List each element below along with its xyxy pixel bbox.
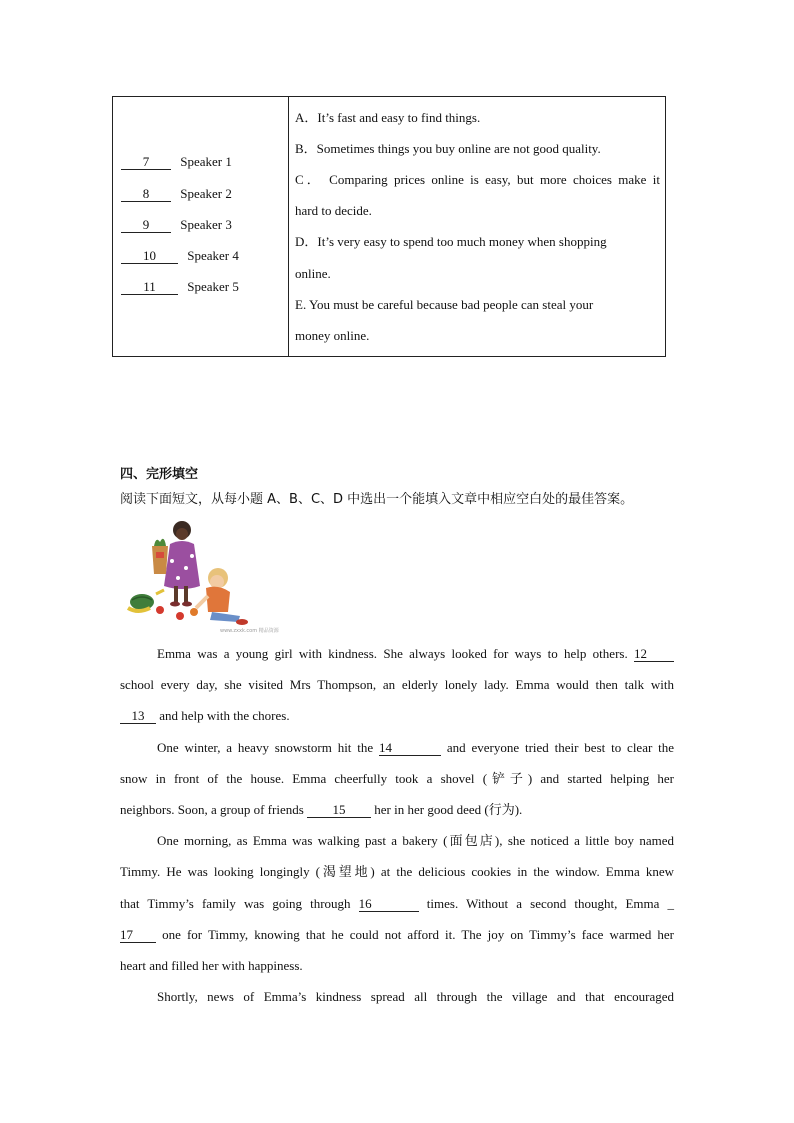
option-line: E. You must be careful because bad people can steal your (295, 297, 594, 312)
option-line: money online. (295, 328, 370, 343)
answer-blank[interactable]: 9 (121, 217, 171, 233)
speaker-row (121, 185, 232, 203)
options-column (289, 97, 665, 356)
passage-line: heart and filled her with happiness. (120, 958, 303, 973)
option-line: B．Sometimes things you buy online are not good quality. (295, 141, 601, 156)
answer-blank[interactable]: 7 (121, 154, 171, 170)
cloze-blank[interactable]: 13 (120, 708, 156, 724)
passage-line: One morning, as Emma was walking past a bakery (面包店), she noticed a little boy named (157, 833, 674, 848)
passage-line: Shortly, news of Emma’s kindness spread all through the village and that encouraged (157, 989, 674, 1004)
passage-line: 17 one for Timmy, knowing that he could not afford it. The joy on Timmy’s face warmed her (120, 927, 675, 942)
passage-line: Timmy. He was looking longingly (渴望地) at the delicious cookies in the window. Emma knew (120, 864, 674, 879)
option-line: C． Comparing prices online is easy, but more choices make it (295, 172, 660, 187)
story-illustration (120, 516, 279, 636)
answer-blank[interactable]: 11 (121, 279, 178, 295)
speaker-label: Speaker 1 (180, 154, 232, 169)
section-instructions: 阅读下面短文，从每小题 A、B、C、D 中选出一个能填入文章中相应空白处的最佳答案。 (120, 492, 634, 507)
speaker-row (121, 153, 232, 171)
speaker-row (121, 278, 239, 296)
passage-line: that Timmy’s family was going through 16 times. Without a second thought, Emma _ (120, 896, 675, 911)
cloze-blank[interactable]: 14 (379, 740, 441, 756)
speaker-label: Speaker 5 (187, 279, 239, 294)
passage-line: 13 and help with the chores. (120, 706, 674, 726)
speaker-row (121, 247, 239, 265)
option-line: D．It’s very easy to spend too much money when shopping (295, 234, 607, 249)
speaker-label: Speaker 4 (187, 248, 239, 263)
passage-line: Emma was a young girl with kindness. She always looked for ways to help others. 12 (120, 644, 674, 664)
passage-line: snow in front of the house. Emma cheerfully took a shovel (铲子) and started helping her (120, 771, 674, 786)
speaker-row (121, 216, 232, 234)
matching-table (112, 96, 666, 357)
cloze-blank[interactable]: 16 (359, 896, 419, 912)
answer-blank[interactable]: 10 (121, 248, 178, 264)
cloze-blank[interactable]: 15 (307, 802, 371, 818)
passage-line: neighbors. Soon, a group of friends 15 her in her good deed (行为). (120, 802, 523, 817)
speaker-column (113, 97, 289, 356)
speaker-label: Speaker 2 (180, 186, 232, 201)
option-line: hard to decide. (295, 203, 372, 218)
watermark-caption: www.zxxk.com 精品资源 (220, 628, 279, 634)
option-line: online. (295, 266, 331, 281)
option-line: A．It’s fast and easy to find things. (295, 110, 481, 125)
cloze-blank[interactable]: 17 (120, 927, 156, 943)
answer-blank[interactable]: 8 (121, 186, 171, 202)
passage-line: school every day, she visited Mrs Thompson, an elderly lonely lady. Emma would then talk with (120, 677, 674, 692)
section-title: 四、完形填空 (120, 467, 199, 482)
passage-line: One winter, a heavy snowstorm hit the 14 and everyone tried their best to clear the (157, 740, 675, 755)
cloze-blank[interactable]: 12 (634, 646, 674, 662)
speaker-label: Speaker 3 (180, 217, 232, 232)
